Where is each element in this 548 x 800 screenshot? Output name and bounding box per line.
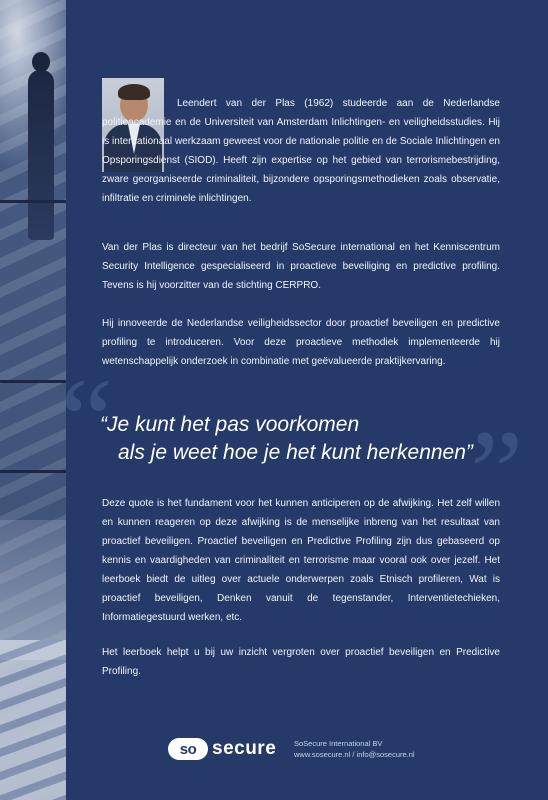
quote-line: als je weet hoe je het kunt herkennen” — [118, 441, 473, 464]
footer-contact — [294, 738, 415, 760]
body-paragraph: Deze quote is het fundament voor het kunnen anticiperen op de afwijking. Het zelf willen en kunnen reageren op deze afwijking is de menselijke inbreng van het resultaat van proactief beveiligen. Proactief beveiligen en Predictive Profiling zijn dus gebaseerd op kennis en vaardigheden van criminaliteit en terrorisme maar vooral ook over jezelf. Het leerboek biedt de uitleg over actuele onderwerpen zoals Etnisch profileren, Wat is proactief beveiligen, Denken vanuit de tegenstander, Interventietechieken, Informatiegestuurd werken, etc. — [102, 498, 500, 623]
close-quote-mark: ” — [470, 405, 524, 538]
bio-intro: Leendert van der Plas (1962) studeerde aan de Nederlandse politieacademie en de Universiteit van Amsterdam Inlichtingen- en veiligheidsstudies. Hij is internationaal werkzaam geweest voor de nationale politie en de Sociale Inlichtingen en Opsporingsdienst (SIOD). Heeft zijn expertise op het gebied van terrorismebestrijding, zware georganiseerde criminaliteit, bijzondere opsporingsmethodieken zoals observatie, infiltratie en criminele inlichtingen. — [102, 98, 500, 204]
sosecure-logo — [168, 737, 284, 761]
company-name: SoSecure International BV — [294, 739, 383, 748]
quote-line: “Je kunt het pas voorkomen — [100, 413, 360, 436]
logo-so: so — [168, 738, 208, 760]
logo-secure: secure — [212, 738, 277, 759]
body-paragraph: Het leerboek helpt u bij uw inzicht vergroten over proactief beveiligen en Predictive Profiling. — [102, 647, 500, 677]
stairwell-photo — [0, 0, 66, 800]
bio-paragraph: Hij innoveerde de Nederlandse veiligheidssector door proactief beveiligen en predictive profiling te introduceren. Voor deze proactieve methodiek implementeerde hij wetenschappelijk onderzoek in combinatie met geëvalueerde praktijkervaring. — [102, 318, 500, 367]
open-quote-mark: “ — [60, 353, 114, 486]
contact-info: www.sosecure.nl / info@sosecure.nl — [294, 750, 415, 759]
bio-paragraph: Van der Plas is directeur van het bedrijf SoSecure international en het Kenniscentrum Security Intelligence gespecialiseerd in proactieve beveiliging en predictive profiling. Tevens is hij voorzitter van de stichting CERPRO. — [102, 242, 500, 291]
